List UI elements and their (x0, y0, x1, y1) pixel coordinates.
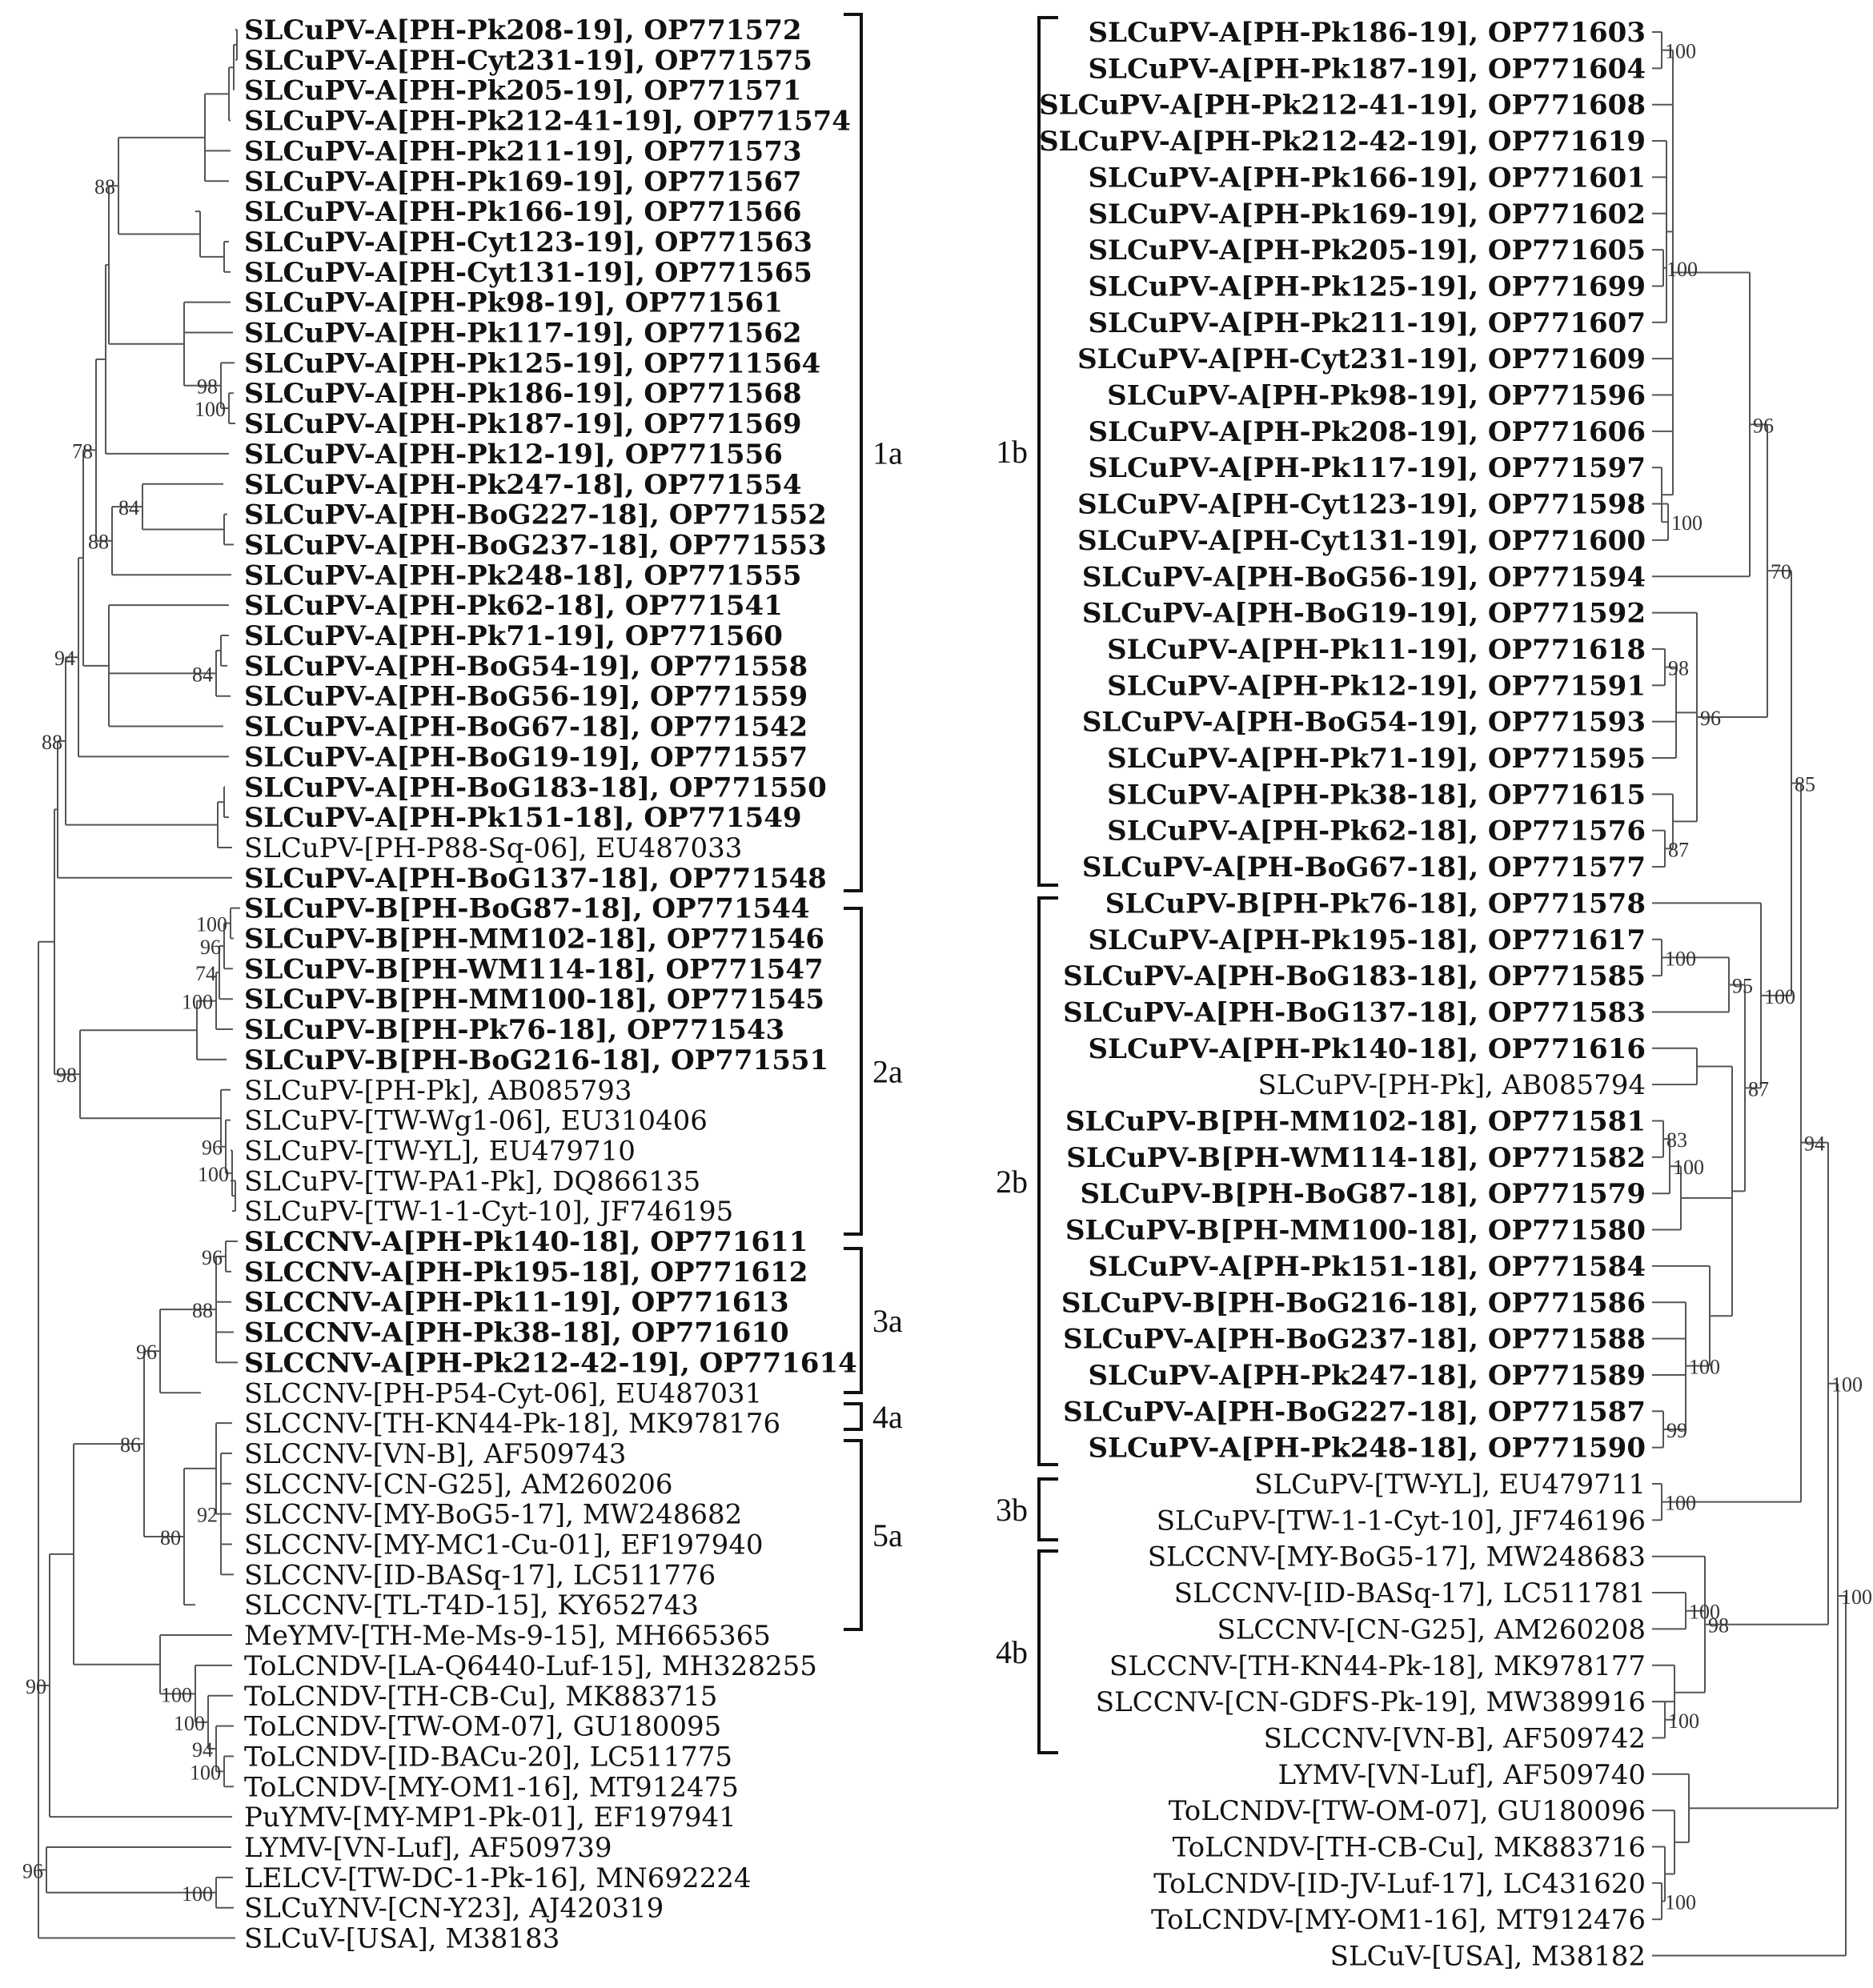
taxon-label: SLCCNV-[ID-BASq-17], LC511781 (1173, 1577, 1646, 1610)
taxon-label: SLCuPV-A[PH-Pk11-19], OP771618 (1107, 633, 1646, 666)
taxon-label: SLCuPV-B[PH-MM102-18], OP771581 (1065, 1105, 1646, 1138)
taxon-label: SLCuPV-A[PH-BoG19-19], OP771557 (244, 741, 808, 774)
taxon-label: SLCuPV-A[PH-BoG183-18], OP771585 (1063, 960, 1646, 993)
clade-label: 3a (872, 1303, 903, 1339)
taxon-label: SLCuPV-A[PH-BoG137-18], OP771548 (244, 862, 827, 895)
bootstrap-value: 84 (118, 496, 139, 520)
clade-bracket (1039, 1479, 1058, 1540)
taxon-label: SLCuPV-A[PH-BoG19-19], OP771592 (1081, 597, 1646, 630)
left-tree-taxon-labels (244, 14, 857, 1955)
taxon-label: SLCuPV-A[PH-Pk247-18], OP771554 (244, 468, 802, 501)
taxon-label: SLCuPV-A[PH-Pk247-18], OP771589 (1088, 1359, 1646, 1392)
bootstrap-value: 100 (1665, 947, 1696, 971)
taxon-label: SLCuPV-A[PH-Cyt123-19], OP771563 (244, 226, 812, 259)
clade-label: 4b (996, 1634, 1028, 1670)
clade-label: 4a (872, 1399, 903, 1435)
bootstrap-value: 96 (1700, 706, 1721, 730)
taxon-label: SLCuPV-A[PH-Pk151-18], OP771584 (1088, 1250, 1646, 1283)
bootstrap-value: 100 (174, 1711, 205, 1735)
taxon-label: ToLCNDV-[ID-JV-Luf-17], LC431620 (1153, 1867, 1646, 1900)
bootstrap-value: 100 (182, 990, 213, 1014)
taxon-label: SLCCNV-[TL-T4D-15], KY652743 (244, 1589, 699, 1622)
taxon-label: SLCuPV-B[PH-Pk76-18], OP771578 (1105, 888, 1646, 920)
clade-bracket (1039, 898, 1058, 1465)
taxon-label: SLCuPV-A[PH-Pk208-19], OP771572 (244, 14, 802, 46)
bootstrap-value: 100 (1671, 511, 1703, 535)
taxon-label: SLCuPV-A[PH-Pk211-19], OP771573 (244, 135, 802, 168)
taxon-label: SLCuPV-A[PH-Cyt131-19], OP771600 (1077, 524, 1646, 557)
clade-label: 1a (872, 435, 903, 471)
taxon-label: SLCuPV-A[PH-Pk248-18], OP771590 (1088, 1432, 1646, 1465)
clade-label: 1b (996, 434, 1028, 470)
taxon-label: SLCuPV-A[PH-BoG67-18], OP771577 (1081, 852, 1646, 884)
taxon-label: SLCuPV-B[PH-BoG87-18], OP771579 (1080, 1178, 1646, 1211)
taxon-label: SLCuPV-B[PH-BoG216-18], OP771586 (1061, 1287, 1646, 1320)
bootstrap-value: 100 (182, 1882, 213, 1906)
bootstrap-value: 74 (195, 962, 216, 986)
taxon-label: SLCuPV-A[PH-Pk169-19], OP771602 (1088, 198, 1646, 230)
taxon-label: SLCuPV-A[PH-Pk186-19], OP771568 (244, 378, 802, 411)
taxon-label: SLCuPV-[PH-P88-Sq-06], EU487033 (244, 832, 743, 864)
taxon-label: SLCuPV-[PH-Pk], AB085793 (244, 1074, 632, 1107)
taxon-label: SLCuPV-B[PH-MM100-18], OP771545 (244, 984, 825, 1016)
taxon-label: SLCuPV-A[PH-Pk117-19], OP771562 (244, 317, 802, 350)
taxon-label: PuYMV-[MY-MP1-Pk-01], EF197941 (244, 1802, 736, 1834)
taxon-label: SLCuPV-A[PH-Pk71-19], OP771595 (1107, 743, 1646, 775)
taxon-label: SLCCNV-[VN-B], AF509742 (1263, 1722, 1646, 1755)
taxon-label: SLCuPV-A[PH-BoG54-19], OP771558 (244, 650, 808, 683)
bootstrap-value: 88 (42, 730, 62, 754)
taxon-label: SLCuPV-A[PH-Cyt231-19], OP771609 (1077, 343, 1646, 376)
taxon-label: SLCuPV-A[PH-Pk212-41-19], OP771608 (1039, 89, 1646, 122)
taxon-label: ToLCNDV-[TH-CB-Cu], MK883716 (1172, 1831, 1646, 1864)
taxon-label: SLCuPV-B[PH-MM100-18], OP771580 (1065, 1214, 1646, 1247)
taxon-label: SLCuPV-A[PH-Pk212-41-19], OP771574 (244, 105, 851, 138)
bootstrap-value: 100 (190, 1761, 221, 1785)
taxon-label: ToLCNDV-[TW-OM-07], GU180096 (1168, 1795, 1646, 1828)
bootstrap-value: 100 (1689, 1355, 1720, 1379)
taxon-label: SLCuPV-A[PH-Pk187-19], OP771604 (1088, 53, 1646, 86)
taxon-label: SLCuPV-A[PH-Pk117-19], OP771597 (1088, 452, 1646, 485)
taxon-label: SLCuPV-A[PH-BoG183-18], OP771550 (244, 772, 827, 804)
taxon-label: SLCuPV-[TW-Wg1-06], EU310406 (244, 1104, 708, 1137)
taxon-label: SLCuPV-B[PH-BoG216-18], OP771551 (244, 1044, 829, 1076)
bootstrap-value: 70 (1771, 560, 1791, 584)
bootstrap-value: 98 (56, 1064, 77, 1088)
taxon-label: SLCuPV-B[PH-BoG87-18], OP771544 (244, 892, 810, 925)
taxon-label: SLCCNV-A[PH-Pk11-19], OP771613 (244, 1286, 789, 1319)
taxon-label: SLCuYNV-[CN-Y23], AJ420319 (244, 1892, 664, 1925)
taxon-label: SLCuPV-A[PH-Cyt123-19], OP771598 (1077, 488, 1646, 521)
bootstrap-value: 100 (1764, 984, 1795, 1008)
taxon-label: SLCuV-[USA], M38182 (1330, 1940, 1646, 1973)
taxon-label: SLCuPV-A[PH-Pk38-18], OP771615 (1107, 779, 1646, 812)
taxon-label: ToLCNDV-[MY-OM1-16], MT912476 (1151, 1904, 1646, 1937)
bootstrap-value: 100 (1841, 1585, 1872, 1609)
bootstrap-value: 94 (1804, 1132, 1825, 1156)
taxon-label: SLCuPV-A[PH-Pk205-19], OP771605 (1088, 234, 1646, 267)
right-tree-taxon-labels (1039, 17, 1646, 1973)
bootstrap-value: 87 (1748, 1077, 1769, 1101)
taxon-label: SLCuPV-A[PH-Pk125-19], OP771699 (1088, 271, 1646, 303)
bootstrap-value: 100 (1831, 1373, 1863, 1397)
taxon-label: SLCuPV-A[PH-Pk248-18], OP771555 (244, 559, 802, 592)
bootstrap-value: 98 (1668, 656, 1689, 680)
bootstrap-value: 88 (94, 175, 115, 199)
bootstrap-value: 96 (1753, 414, 1774, 438)
taxon-label: SLCuPV-A[PH-Pk205-19], OP771571 (244, 74, 802, 107)
taxon-label: SLCuPV-A[PH-Pk12-19], OP771556 (244, 438, 783, 471)
taxon-label: SLCuPV-A[PH-Pk166-19], OP771566 (244, 196, 802, 229)
clade-bracket (844, 1404, 861, 1429)
clade-label: 2a (872, 1053, 903, 1090)
bootstrap-value: 100 (1666, 257, 1698, 281)
taxon-label: SLCCNV-A[PH-Pk38-18], OP771610 (244, 1317, 789, 1349)
taxon-label: SLCCNV-[MY-BoG5-17], MW248682 (244, 1498, 743, 1531)
clade-bracket (844, 1441, 861, 1629)
taxon-label: SLCuPV-[TW-YL], EU479711 (1254, 1469, 1646, 1501)
taxon-label: SLCCNV-[ID-BASq-17], LC511776 (244, 1559, 716, 1592)
bootstrap-value: 95 (1732, 974, 1753, 998)
clade-bracket (844, 908, 861, 1234)
taxon-label: SLCuPV-[TW-PA1-Pk], DQ866135 (244, 1165, 701, 1198)
taxon-label: SLCuPV-A[PH-Pk151-18], OP771549 (244, 802, 802, 835)
taxon-label: SLCuPV-A[PH-Cyt131-19], OP771565 (244, 256, 812, 289)
bootstrap-value: 88 (88, 530, 109, 554)
bootstrap-value: 98 (1708, 1613, 1729, 1637)
taxon-label: LYMV-[VN-Luf], AF509739 (244, 1832, 612, 1864)
bootstrap-value: 84 (192, 663, 213, 687)
taxon-label: SLCuPV-A[PH-BoG54-19], OP771593 (1081, 706, 1646, 739)
bootstrap-value: 96 (200, 935, 221, 959)
taxon-label: SLCuPV-A[PH-BoG237-18], OP771588 (1063, 1323, 1646, 1356)
taxon-label: SLCuPV-A[PH-BoG137-18], OP771583 (1063, 996, 1646, 1029)
bootstrap-value: 96 (202, 1136, 223, 1160)
taxon-label: SLCuPV-B[PH-WM114-18], OP771547 (244, 953, 824, 986)
taxon-label: SLCuPV-A[PH-Pk195-18], OP771617 (1088, 924, 1646, 956)
taxon-label: SLCuPV-A[PH-BoG237-18], OP771553 (244, 529, 827, 562)
taxon-label: SLCCNV-[CN-G25], AM260208 (1217, 1613, 1646, 1646)
bootstrap-value: 94 (192, 1737, 213, 1762)
taxon-label: SLCuPV-[PH-Pk], AB085794 (1257, 1069, 1646, 1102)
taxon-label: MeYMV-[TH-Me-Ms-9-15], MH665365 (244, 1620, 771, 1653)
taxon-label: SLCCNV-[MY-MC1-Cu-01], EF197940 (244, 1529, 764, 1561)
taxon-label: SLCuPV-A[PH-Pk166-19], OP771601 (1088, 162, 1646, 194)
clade-bracket (1039, 1551, 1058, 1753)
taxon-label: SLCuPV-B[PH-Pk76-18], OP771543 (244, 1014, 785, 1047)
bootstrap-value: 94 (54, 647, 75, 671)
bootstrap-value: 80 (160, 1526, 181, 1550)
taxon-label: SLCCNV-[PH-P54-Cyt-06], EU487031 (244, 1377, 763, 1410)
taxon-label: SLCuPV-A[PH-Pk98-19], OP771596 (1107, 379, 1646, 412)
bootstrap-value: 100 (1665, 1491, 1696, 1515)
taxon-label: SLCuPV-A[PH-BoG67-18], OP771542 (244, 711, 808, 743)
taxon-label: SLCuPV-A[PH-Pk208-19], OP771606 (1088, 415, 1646, 448)
bootstrap-value: 92 (197, 1503, 218, 1527)
bootstrap-value: 78 (72, 439, 93, 463)
bootstrap-value: 85 (1795, 772, 1815, 796)
taxon-label: SLCuPV-A[PH-Pk62-18], OP771576 (1107, 815, 1646, 848)
bootstrap-value: 100 (1673, 1156, 1704, 1180)
bootstrap-value: 100 (1665, 39, 1696, 63)
taxon-label: SLCuPV-A[PH-Pk71-19], OP771560 (244, 620, 783, 652)
left-tree-bootstrap-values (22, 175, 229, 1906)
bootstrap-value: 96 (202, 1245, 223, 1269)
taxon-label: SLCuPV-B[PH-WM114-18], OP771582 (1066, 1141, 1646, 1174)
taxon-label: SLCuV-[USA], M38183 (244, 1922, 560, 1955)
taxon-label: SLCuPV-[TW-1-1-Cyt-10], JF746196 (1156, 1505, 1646, 1537)
bootstrap-value: 96 (22, 1859, 43, 1883)
taxon-label: SLCuPV-A[PH-Pk62-18], OP771541 (244, 590, 783, 623)
taxon-label: SLCuPV-A[PH-BoG227-18], OP771587 (1063, 1396, 1646, 1429)
taxon-label: SLCuPV-B[PH-MM102-18], OP771546 (244, 923, 825, 956)
taxon-label: SLCuPV-A[PH-BoG56-19], OP771594 (1081, 561, 1646, 594)
clade-label: 2b (996, 1164, 1028, 1200)
taxon-label: SLCuPV-A[PH-Pk187-19], OP771569 (244, 408, 802, 441)
taxon-label: LYMV-[VN-Luf], AF509740 (1277, 1758, 1646, 1791)
bootstrap-value: 100 (196, 912, 227, 936)
taxon-label: ToLCNDV-[LA-Q6440-Luf-15], MH328255 (244, 1649, 817, 1682)
taxon-label: SLCuPV-A[PH-Pk169-19], OP771567 (244, 166, 802, 198)
clade-bracket (844, 14, 861, 891)
bootstrap-value: 100 (161, 1683, 192, 1707)
bootstrap-value: 83 (1666, 1128, 1687, 1152)
bootstrap-value: 86 (120, 1433, 141, 1457)
taxon-label: SLCCNV-[CN-GDFS-Pk-19], MW389916 (1095, 1686, 1646, 1719)
taxon-label: SLCCNV-[CN-G25], AM260206 (244, 1468, 673, 1501)
taxon-label: SLCuPV-A[PH-Cyt231-19], OP771575 (244, 44, 812, 77)
taxon-label: ToLCNDV-[TH-CB-Cu], MK883715 (244, 1680, 718, 1713)
taxon-label: SLCCNV-A[PH-Pk195-18], OP771612 (244, 1256, 808, 1289)
bootstrap-value: 90 (26, 1675, 46, 1699)
right-tree-bootstrap-values (1665, 40, 1872, 1914)
left-tree-clade-brackets (844, 14, 903, 1629)
taxon-label: ToLCNDV-[MY-OM1-16], MT912475 (244, 1771, 739, 1804)
right-tree-clade-brackets (996, 18, 1058, 1753)
taxon-label: SLCuPV-A[PH-Pk186-19], OP771603 (1088, 17, 1646, 49)
bootstrap-value: 87 (1668, 838, 1689, 862)
taxon-label: SLCuPV-A[PH-Pk12-19], OP771591 (1107, 670, 1646, 703)
clade-label: 3b (996, 1492, 1028, 1528)
clade-label: 5a (872, 1517, 903, 1553)
taxon-label: SLCuPV-A[PH-BoG56-19], OP771559 (244, 680, 808, 713)
bootstrap-value: 88 (192, 1299, 213, 1323)
taxon-label: SLCCNV-[TH-KN44-Pk-18], MK978176 (244, 1408, 781, 1441)
bootstrap-value: 100 (1668, 1709, 1699, 1733)
taxon-label: SLCCNV-[VN-B], AF509743 (244, 1437, 627, 1470)
taxon-label: SLCuPV-A[PH-Pk98-19], OP771561 (244, 287, 783, 319)
bootstrap-value: 96 (136, 1341, 157, 1365)
taxon-label: SLCCNV-A[PH-Pk140-18], OP771611 (244, 1226, 808, 1258)
taxon-label: SLCCNV-A[PH-Pk212-42-19], OP771614 (244, 1347, 857, 1380)
bootstrap-value: 100 (1665, 1890, 1696, 1914)
bootstrap-value: 100 (198, 1162, 229, 1186)
bootstrap-value: 100 (1689, 1600, 1720, 1624)
taxon-label: SLCuPV-[TW-YL], EU479710 (244, 1135, 636, 1168)
taxon-label: SLCuPV-A[PH-Pk140-18], OP771616 (1088, 1032, 1646, 1065)
taxon-label: ToLCNDV-[ID-BACu-20], LC511775 (244, 1741, 732, 1774)
taxon-label: SLCuPV-[TW-1-1-Cyt-10], JF746195 (244, 1196, 734, 1228)
taxon-label: SLCuPV-A[PH-Pk212-42-19], OP771619 (1039, 126, 1646, 158)
taxon-label: LELCV-[TW-DC-1-Pk-16], MN692224 (244, 1862, 752, 1894)
bootstrap-value: 99 (1666, 1418, 1687, 1442)
taxon-label: SLCCNV-[MY-BoG5-17], MW248683 (1147, 1541, 1646, 1573)
bootstrap-value: 98 (197, 375, 218, 399)
taxon-label: SLCuPV-A[PH-Pk125-19], OP7711564 (244, 347, 821, 380)
taxon-label: SLCuPV-A[PH-BoG227-18], OP771552 (244, 499, 827, 531)
taxon-label: ToLCNDV-[TW-OM-07], GU180095 (244, 1710, 722, 1743)
taxon-label: SLCCNV-[TH-KN44-Pk-18], MK978177 (1109, 1649, 1646, 1682)
bootstrap-value: 100 (195, 398, 226, 422)
taxon-label: SLCuPV-A[PH-Pk211-19], OP771607 (1088, 307, 1646, 339)
